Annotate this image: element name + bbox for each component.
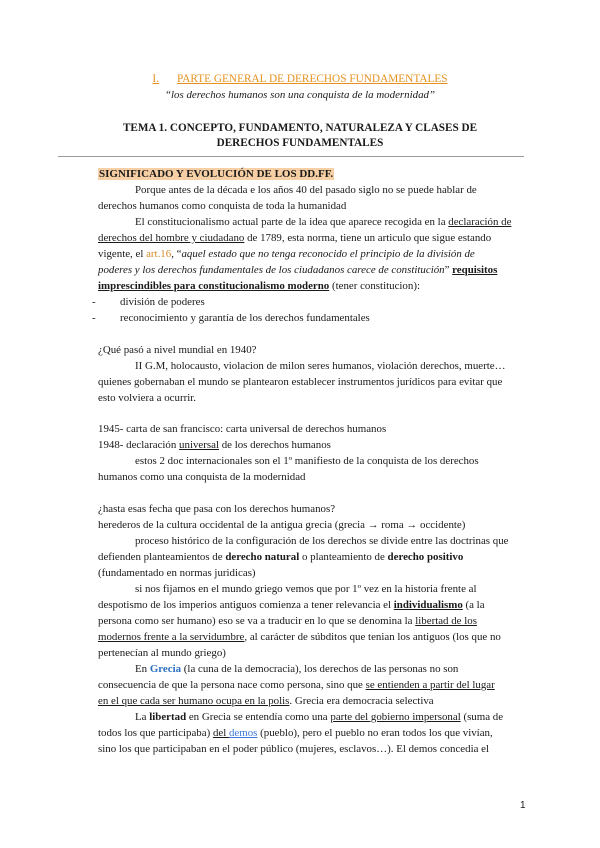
dates-line2: humanos como una conquista de la modernidad — [98, 471, 306, 483]
p2-line3: vigente, el art.16, “aquel estado que no tenga reconocido el principio de la división de — [98, 248, 475, 260]
griego-line1: si nos fijamos en el mundo griego vemos que por 1º vez en la historia frente al — [135, 583, 477, 595]
p2-line4: poderes y los derechos fundamentales de los ciudadanos carece de constitución” requisitos — [98, 264, 498, 276]
libertad-line2: todos los que participaba) del demos (pueblo), pero el pueblo no eran todos los que vivían, — [98, 727, 493, 739]
date-1945: 1945- carta de san francisco: carta universal de derechos humanos — [98, 423, 387, 435]
p1-line2: derechos humanos como conquista de toda la humanidad — [98, 200, 347, 212]
q2-line1: proceso histórico de la configuración de los derechos se divide entre las doctrinas que — [135, 535, 509, 547]
p1-line1: Porque antes de la década e los años 40 del pasado siglo no se puede hablar de — [135, 184, 477, 196]
q2-line2: defienden planteamientos de derecho natural o planteamiento de derecho positivo — [98, 551, 464, 563]
q2-question: ¿hasta esas fecha que pasa con los derechos humanos? — [98, 503, 336, 515]
dates-line1: estos 2 doc internacionales son el 1º manifiesto de la conquista de los derechos — [135, 455, 479, 467]
page-number: 1 — [520, 800, 526, 811]
demos-link[interactable]: demos — [228, 727, 258, 739]
list-item: - división de poderes — [92, 296, 205, 308]
libertad-line3: sino los que participaban en el poder público (mujeres, esclavos…). El demos concedia el — [98, 743, 490, 755]
p2-line1: El constitucionalismo actual parte de la idea que aparece recogida en la declaración de — [135, 216, 512, 228]
p2-line5: imprescindibles para constitucionalismo moderno (tener constitucion): — [98, 280, 420, 292]
libertad-line1: La libertad en Grecia se entendía como una parte del gobierno impersonal (suma de — [135, 711, 504, 723]
q2-heirs: herederos de la cultura occidental de la antigua grecia (grecia → roma → occidente) — [98, 519, 466, 531]
grecia-line2: consecuencia de que la persona nace como persona, sino que se entienden a partir del lugar — [98, 679, 495, 691]
tema-title-line2: DERECHOS FUNDAMENTALES — [216, 137, 384, 149]
horizontal-rule — [58, 156, 524, 157]
part-quote: “los derechos humanos son una conquista de la modernidad” — [164, 89, 436, 101]
dash-bullet-icon: - — [92, 296, 96, 308]
list-item: - reconocimiento y garantía de los derechos fundamentales — [92, 312, 370, 324]
part-title-text: PARTE GENERAL DE DERECHOS FUNDAMENTALES — [176, 73, 448, 85]
griego-line2: despotismo de los imperios antiguos comienza a tener relevancia el individualismo (a la — [98, 599, 485, 611]
section-heading: SIGNIFICADO Y EVOLUCIÓN DE LOS DD.FF. — [99, 168, 334, 180]
q2-line3: (fundamentado en normas juridicas) — [98, 567, 256, 579]
part-title — [0, 72, 600, 86]
dash-bullet-icon: - — [92, 312, 96, 324]
grecia-line3: en el que cada ser humano ocupa en la polis. Grecia era democracia selectiva — [98, 695, 434, 707]
q1940-line2: quienes gobernaban el mundo se plantearon establecer instrumentos jurídicos para evitar que — [98, 376, 503, 388]
p2-line2: derechos del hombre y ciudadano de 1789, esta norma, tiene un articulo que sigue estando — [98, 232, 492, 244]
q1940-line3: esto volviera a ocurrir. — [98, 392, 196, 404]
part-numeral: I. — [152, 73, 159, 85]
tema-title-line1: TEMA 1. CONCEPTO, FUNDAMENTO, NATURALEZA Y CLASES DE — [122, 122, 478, 134]
grecia-line1: En Grecia (la cuna de la democracia), los derechos de las personas no son — [135, 663, 459, 675]
griego-line3: persona como ser humano) eso se va a traducir en lo que se denomina la libertad de los — [98, 615, 477, 627]
griego-line4: modernos frente a la servidumbre, al carácter de súbditos que tenian los antiguos (los que no — [98, 631, 501, 643]
q1940-question: ¿Qué pasó a nivel mundial en 1940? — [98, 344, 257, 356]
date-1948: 1948- declaración universal de los derechos humanos — [98, 439, 331, 451]
q1940-line1: II G.M, holocausto, violacion de milon seres humanos, violación derechos, muerte… — [135, 360, 506, 372]
griego-line5: pertenecían al mundo griego) — [98, 647, 226, 659]
